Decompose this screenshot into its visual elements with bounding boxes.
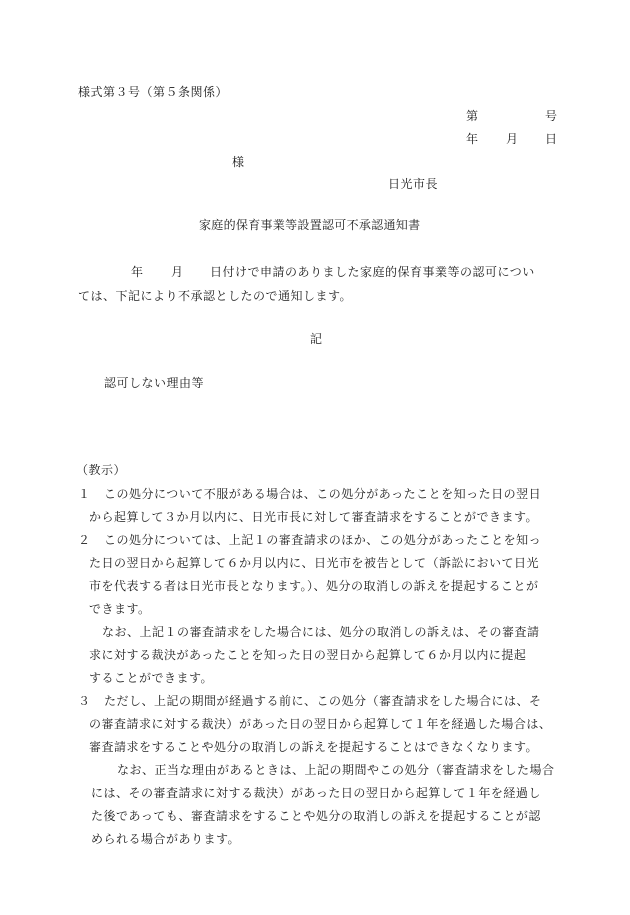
notice-line: この処分について不服がある場合は、この処分があったことを知った日の翌日 bbox=[104, 487, 542, 501]
notice-line: することができます。 bbox=[89, 671, 214, 685]
item-number: ２ bbox=[78, 533, 91, 547]
body-line-2: ては、下記により不承認としたので通知します。 bbox=[78, 289, 353, 303]
notice-line: なお、上記１の審査請求をした場合には、処分の取消しの訴えは、その審査請 bbox=[102, 625, 540, 639]
notice-line: 市を代表する者は日光市長となります。）、処分の取消しの訴えを提起することが bbox=[89, 579, 539, 593]
body-line-1: 日付けで申請のありました家庭的保育事業等の認可につい bbox=[210, 265, 535, 279]
notice-heading: （教示） bbox=[76, 463, 127, 477]
notice-line: た後であっても、審査請求をすることや処分の取消しの訴えを提起することが認 bbox=[91, 809, 541, 823]
notice-line: から起算して３か月以内に、日光市長に対して審査請求をすることができます。 bbox=[89, 510, 539, 524]
notice-line: た日の翌日から起算して６か月以内に、日光市を被告として（訴訟において日光 bbox=[89, 556, 540, 570]
item-number: ３ bbox=[78, 694, 91, 708]
notice-line: 審査請求をすることや処分の取消しの訴えを提起することはできなくなります。 bbox=[89, 740, 539, 754]
item-number: １ bbox=[78, 487, 91, 501]
issuer: 日光市長 bbox=[388, 177, 439, 191]
date-year: 年 bbox=[466, 132, 479, 146]
number-suffix: 号 bbox=[545, 109, 558, 123]
reason-label: 認可しない理由等 bbox=[104, 376, 205, 390]
number-prefix: 第 bbox=[466, 109, 479, 123]
addressee-suffix: 様 bbox=[232, 155, 245, 169]
notice-line: ただし、上記の期間が経過する前に、この処分（審査請求をした場合には、そ bbox=[104, 694, 542, 708]
notice-line: められる場合があります。 bbox=[91, 832, 241, 846]
form-label: 様式第３号（第５条関係） bbox=[78, 85, 229, 99]
notice-line: の審査請求に対する裁決）があった日の翌日から起算して１年を経過した場合は、 bbox=[89, 717, 552, 731]
notice-line: なお、正当な理由があるときは、上記の期間やこの処分（審査請求をした場合 bbox=[117, 763, 555, 777]
notice-line: には、その審査請求に対する裁決）があった日の翌日から起算して１年を経過し bbox=[91, 786, 541, 800]
notice-line: この処分については、上記１の審査請求のほか、この処分があったことを知っ bbox=[104, 533, 542, 547]
body-month: 月 bbox=[171, 265, 184, 279]
date-day: 日 bbox=[545, 132, 558, 146]
body-year: 年 bbox=[131, 265, 144, 279]
ki-heading: 記 bbox=[310, 332, 323, 346]
date-month: 月 bbox=[506, 132, 519, 146]
page-title: 家庭的保育事業等設置認可不承認通知書 bbox=[199, 218, 421, 232]
notice-line: できます。 bbox=[89, 602, 151, 616]
notice-line: 求に対する裁決があったことを知った日の翌日から起算して６か月以内に提起 bbox=[89, 648, 527, 662]
